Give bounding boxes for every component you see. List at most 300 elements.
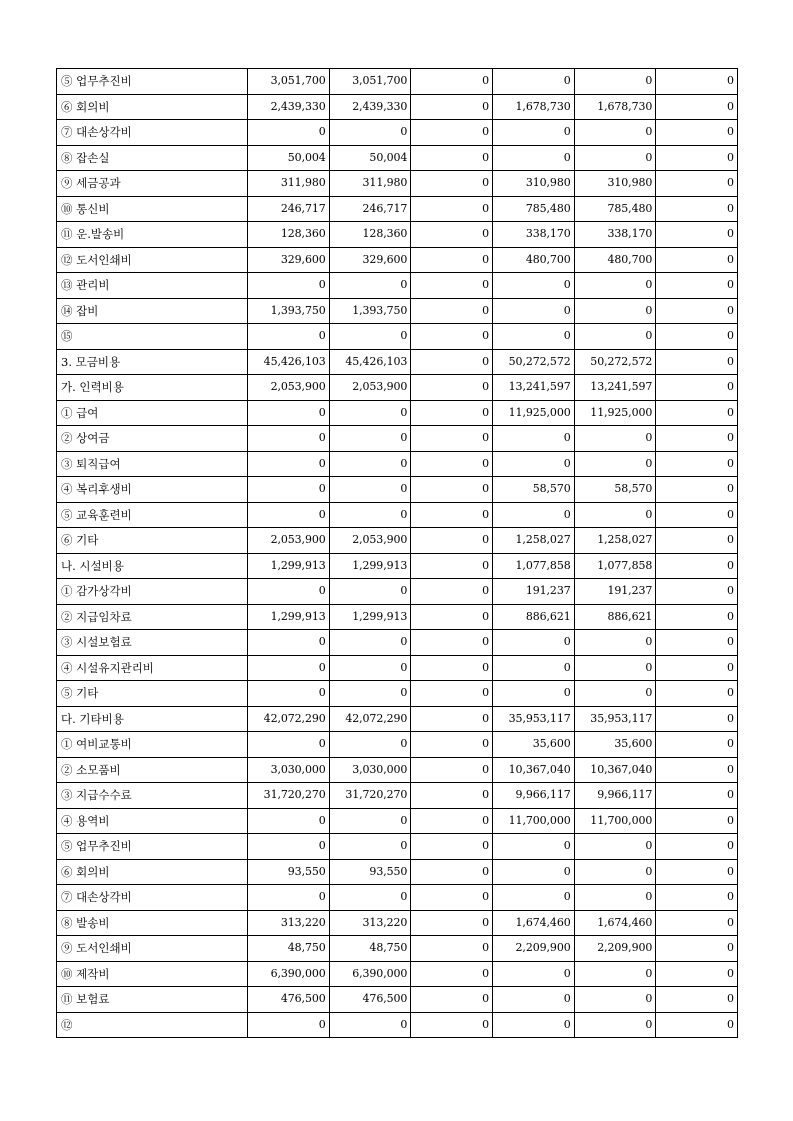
amount-cell: 0 <box>656 834 738 860</box>
row-label: ③ 퇴직급여 <box>57 451 248 477</box>
amount-cell: 0 <box>329 426 411 452</box>
amount-cell: 0 <box>656 885 738 911</box>
amount-cell: 0 <box>411 757 493 783</box>
amount-cell: 0 <box>656 324 738 350</box>
amount-cell: 2,209,900 <box>574 936 656 962</box>
amount-cell: 0 <box>248 732 330 758</box>
amount-cell: 0 <box>656 579 738 605</box>
amount-cell: 1,674,460 <box>492 910 574 936</box>
row-label: ⑫ <box>57 1012 248 1038</box>
row-label: ② 상여금 <box>57 426 248 452</box>
amount-cell: 2,209,900 <box>492 936 574 962</box>
amount-cell: 0 <box>248 400 330 426</box>
amount-cell: 1,258,027 <box>492 528 574 554</box>
amount-cell: 0 <box>329 808 411 834</box>
amount-cell: 0 <box>411 247 493 273</box>
amount-cell: 0 <box>492 630 574 656</box>
amount-cell: 1,077,858 <box>574 553 656 579</box>
amount-cell: 0 <box>329 655 411 681</box>
amount-cell: 0 <box>656 553 738 579</box>
table-row <box>57 528 738 554</box>
amount-cell: 246,717 <box>248 196 330 222</box>
amount-cell: 3,051,700 <box>329 69 411 95</box>
amount-cell: 0 <box>656 196 738 222</box>
table-row <box>57 349 738 375</box>
amount-cell: 1,674,460 <box>574 910 656 936</box>
amount-cell: 93,550 <box>329 859 411 885</box>
row-label: ① 감가상각비 <box>57 579 248 605</box>
amount-cell: 0 <box>574 120 656 146</box>
table-row <box>57 808 738 834</box>
row-label: ④ 시설유지관리비 <box>57 655 248 681</box>
amount-cell: 0 <box>656 936 738 962</box>
amount-cell: 0 <box>411 451 493 477</box>
amount-cell: 0 <box>492 120 574 146</box>
amount-cell: 0 <box>248 630 330 656</box>
amount-cell: 0 <box>574 859 656 885</box>
amount-cell: 1,077,858 <box>492 553 574 579</box>
amount-cell: 0 <box>411 936 493 962</box>
amount-cell: 128,360 <box>248 222 330 248</box>
amount-cell: 0 <box>656 298 738 324</box>
amount-cell: 42,072,290 <box>248 706 330 732</box>
amount-cell: 2,053,900 <box>329 375 411 401</box>
row-label: ① 여비교통비 <box>57 732 248 758</box>
amount-cell: 0 <box>492 1012 574 1038</box>
amount-cell: 0 <box>574 69 656 95</box>
amount-cell: 0 <box>574 426 656 452</box>
amount-cell: 1,299,913 <box>248 553 330 579</box>
row-label: ⑨ 도서인쇄비 <box>57 936 248 962</box>
amount-cell: 0 <box>411 222 493 248</box>
expense-table <box>56 68 738 1038</box>
amount-cell: 0 <box>492 655 574 681</box>
table-row <box>57 451 738 477</box>
table-row <box>57 630 738 656</box>
amount-cell: 0 <box>411 171 493 197</box>
amount-cell: 6,390,000 <box>329 961 411 987</box>
amount-cell: 476,500 <box>329 987 411 1013</box>
amount-cell: 11,700,000 <box>574 808 656 834</box>
table-row <box>57 375 738 401</box>
amount-cell: 35,953,117 <box>492 706 574 732</box>
row-label: ⑥ 기타 <box>57 528 248 554</box>
table-row <box>57 987 738 1013</box>
row-label: ⑤ 업무추진비 <box>57 69 248 95</box>
amount-cell: 2,053,900 <box>329 528 411 554</box>
amount-cell: 0 <box>656 681 738 707</box>
amount-cell: 313,220 <box>248 910 330 936</box>
row-label: ② 소모품비 <box>57 757 248 783</box>
amount-cell: 0 <box>411 477 493 503</box>
amount-cell: 48,750 <box>248 936 330 962</box>
amount-cell: 93,550 <box>248 859 330 885</box>
amount-cell: 0 <box>411 94 493 120</box>
amount-cell: 0 <box>248 579 330 605</box>
amount-cell: 0 <box>411 553 493 579</box>
amount-cell: 1,678,730 <box>574 94 656 120</box>
amount-cell: 0 <box>656 400 738 426</box>
row-label: ⑤ 기타 <box>57 681 248 707</box>
amount-cell: 0 <box>411 298 493 324</box>
amount-cell: 310,980 <box>574 171 656 197</box>
row-label: ⑮ <box>57 324 248 350</box>
amount-cell: 0 <box>248 502 330 528</box>
amount-cell: 0 <box>656 247 738 273</box>
amount-cell: 0 <box>492 451 574 477</box>
amount-cell: 0 <box>656 145 738 171</box>
table-row <box>57 120 738 146</box>
table-row <box>57 298 738 324</box>
amount-cell: 0 <box>574 298 656 324</box>
row-label: ⑤ 교육훈련비 <box>57 502 248 528</box>
row-label: ⑦ 대손상각비 <box>57 885 248 911</box>
table-row <box>57 69 738 95</box>
amount-cell: 50,004 <box>329 145 411 171</box>
row-label: ③ 지급수수료 <box>57 783 248 809</box>
table-row <box>57 859 738 885</box>
row-label: ⑥ 회의비 <box>57 859 248 885</box>
amount-cell: 0 <box>574 681 656 707</box>
amount-cell: 0 <box>492 69 574 95</box>
amount-cell: 0 <box>574 324 656 350</box>
amount-cell: 329,600 <box>248 247 330 273</box>
amount-cell: 35,953,117 <box>574 706 656 732</box>
amount-cell: 0 <box>656 375 738 401</box>
amount-cell: 50,004 <box>248 145 330 171</box>
amount-cell: 9,966,117 <box>492 783 574 809</box>
amount-cell: 3,030,000 <box>248 757 330 783</box>
amount-cell: 45,426,103 <box>248 349 330 375</box>
table-row <box>57 502 738 528</box>
amount-cell: 785,480 <box>492 196 574 222</box>
amount-cell: 886,621 <box>492 604 574 630</box>
amount-cell: 0 <box>411 655 493 681</box>
row-label: ⑩ 통신비 <box>57 196 248 222</box>
amount-cell: 2,439,330 <box>329 94 411 120</box>
table-row <box>57 655 738 681</box>
amount-cell: 3,030,000 <box>329 757 411 783</box>
amount-cell: 11,925,000 <box>492 400 574 426</box>
amount-cell: 0 <box>656 630 738 656</box>
table-row <box>57 171 738 197</box>
table-row <box>57 910 738 936</box>
amount-cell: 0 <box>574 502 656 528</box>
amount-cell: 45,426,103 <box>329 349 411 375</box>
amount-cell: 0 <box>656 273 738 299</box>
amount-cell: 1,299,913 <box>248 604 330 630</box>
amount-cell: 476,500 <box>248 987 330 1013</box>
table-row <box>57 196 738 222</box>
row-label: 나. 시설비용 <box>57 553 248 579</box>
row-label: ⑨ 세금공과 <box>57 171 248 197</box>
amount-cell: 0 <box>656 502 738 528</box>
amount-cell: 0 <box>411 273 493 299</box>
amount-cell: 1,678,730 <box>492 94 574 120</box>
amount-cell: 0 <box>248 885 330 911</box>
amount-cell: 0 <box>574 1012 656 1038</box>
amount-cell: 0 <box>492 987 574 1013</box>
amount-cell: 0 <box>656 808 738 834</box>
amount-cell: 0 <box>656 528 738 554</box>
amount-cell: 13,241,597 <box>574 375 656 401</box>
amount-cell: 0 <box>248 834 330 860</box>
amount-cell: 0 <box>656 732 738 758</box>
amount-cell: 0 <box>248 273 330 299</box>
row-label: ⑪ 보험료 <box>57 987 248 1013</box>
amount-cell: 0 <box>574 655 656 681</box>
row-label: ⑧ 잡손실 <box>57 145 248 171</box>
amount-cell: 0 <box>411 885 493 911</box>
amount-cell: 0 <box>329 885 411 911</box>
amount-cell: 310,980 <box>492 171 574 197</box>
amount-cell: 0 <box>248 681 330 707</box>
amount-cell: 338,170 <box>492 222 574 248</box>
amount-cell: 0 <box>656 859 738 885</box>
amount-cell: 2,439,330 <box>248 94 330 120</box>
row-label: ⑬ 관리비 <box>57 273 248 299</box>
amount-cell: 0 <box>329 579 411 605</box>
row-label: 다. 기타비용 <box>57 706 248 732</box>
amount-cell: 3,051,700 <box>248 69 330 95</box>
amount-cell: 35,600 <box>574 732 656 758</box>
amount-cell: 0 <box>411 910 493 936</box>
amount-cell: 0 <box>492 681 574 707</box>
amount-cell: 0 <box>411 706 493 732</box>
amount-cell: 480,700 <box>574 247 656 273</box>
amount-cell: 0 <box>248 120 330 146</box>
table-row <box>57 885 738 911</box>
amount-cell: 0 <box>329 834 411 860</box>
row-label: ⑪ 운.발송비 <box>57 222 248 248</box>
amount-cell: 6,390,000 <box>248 961 330 987</box>
amount-cell: 58,570 <box>492 477 574 503</box>
amount-cell: 1,258,027 <box>574 528 656 554</box>
amount-cell: 9,966,117 <box>574 783 656 809</box>
amount-cell: 1,393,750 <box>248 298 330 324</box>
row-label: ⑥ 회의비 <box>57 94 248 120</box>
amount-cell: 1,299,913 <box>329 604 411 630</box>
amount-cell: 0 <box>411 324 493 350</box>
amount-cell: 0 <box>492 145 574 171</box>
amount-cell: 329,600 <box>329 247 411 273</box>
amount-cell: 0 <box>329 630 411 656</box>
amount-cell: 0 <box>329 502 411 528</box>
amount-cell: 0 <box>492 859 574 885</box>
table-row <box>57 426 738 452</box>
amount-cell: 785,480 <box>574 196 656 222</box>
amount-cell: 0 <box>411 502 493 528</box>
amount-cell: 0 <box>656 451 738 477</box>
row-label: ⑧ 발송비 <box>57 910 248 936</box>
amount-cell: 0 <box>329 732 411 758</box>
amount-cell: 0 <box>411 604 493 630</box>
row-label: ④ 용역비 <box>57 808 248 834</box>
amount-cell: 0 <box>656 987 738 1013</box>
amount-cell: 31,720,270 <box>248 783 330 809</box>
amount-cell: 0 <box>411 375 493 401</box>
amount-cell: 0 <box>248 808 330 834</box>
amount-cell: 0 <box>574 961 656 987</box>
amount-cell: 0 <box>492 426 574 452</box>
amount-cell: 0 <box>411 69 493 95</box>
amount-cell: 311,980 <box>329 171 411 197</box>
amount-cell: 0 <box>411 579 493 605</box>
amount-cell: 1,299,913 <box>329 553 411 579</box>
table-row <box>57 936 738 962</box>
amount-cell: 0 <box>248 655 330 681</box>
amount-cell: 0 <box>656 910 738 936</box>
amount-cell: 13,241,597 <box>492 375 574 401</box>
table-row <box>57 834 738 860</box>
amount-cell: 50,272,572 <box>492 349 574 375</box>
amount-cell: 10,367,040 <box>574 757 656 783</box>
amount-cell: 0 <box>656 349 738 375</box>
row-label: ② 지급임차료 <box>57 604 248 630</box>
amount-cell: 48,750 <box>329 936 411 962</box>
amount-cell: 1,393,750 <box>329 298 411 324</box>
table-row <box>57 222 738 248</box>
table-row <box>57 1012 738 1038</box>
amount-cell: 0 <box>329 273 411 299</box>
amount-cell: 11,925,000 <box>574 400 656 426</box>
table-row <box>57 247 738 273</box>
amount-cell: 311,980 <box>248 171 330 197</box>
amount-cell: 0 <box>411 808 493 834</box>
amount-cell: 0 <box>411 681 493 707</box>
amount-cell: 0 <box>656 655 738 681</box>
amount-cell: 480,700 <box>492 247 574 273</box>
amount-cell: 0 <box>656 1012 738 1038</box>
amount-cell: 0 <box>656 94 738 120</box>
expense-table-body <box>57 69 738 1038</box>
amount-cell: 128,360 <box>329 222 411 248</box>
amount-cell: 2,053,900 <box>248 375 330 401</box>
amount-cell: 0 <box>656 426 738 452</box>
amount-cell: 0 <box>411 528 493 554</box>
amount-cell: 191,237 <box>492 579 574 605</box>
amount-cell: 0 <box>574 885 656 911</box>
amount-cell: 0 <box>492 834 574 860</box>
amount-cell: 58,570 <box>574 477 656 503</box>
amount-cell: 0 <box>411 196 493 222</box>
amount-cell: 0 <box>574 145 656 171</box>
amount-cell: 0 <box>411 732 493 758</box>
amount-cell: 0 <box>656 604 738 630</box>
row-label: ⑤ 업무추진비 <box>57 834 248 860</box>
amount-cell: 191,237 <box>574 579 656 605</box>
amount-cell: 0 <box>574 630 656 656</box>
amount-cell: 0 <box>411 120 493 146</box>
amount-cell: 10,367,040 <box>492 757 574 783</box>
row-label: 3. 모금비용 <box>57 349 248 375</box>
row-label: ⑫ 도서인쇄비 <box>57 247 248 273</box>
row-label: 가. 인력비용 <box>57 375 248 401</box>
amount-cell: 0 <box>492 961 574 987</box>
amount-cell: 2,053,900 <box>248 528 330 554</box>
table-row <box>57 732 738 758</box>
amount-cell: 0 <box>492 502 574 528</box>
amount-cell: 0 <box>574 987 656 1013</box>
amount-cell: 0 <box>411 987 493 1013</box>
table-row <box>57 757 738 783</box>
amount-cell: 0 <box>492 298 574 324</box>
amount-cell: 35,600 <box>492 732 574 758</box>
table-row <box>57 706 738 732</box>
amount-cell: 0 <box>492 324 574 350</box>
row-label: ⑭ 잡비 <box>57 298 248 324</box>
amount-cell: 0 <box>656 961 738 987</box>
amount-cell: 0 <box>411 859 493 885</box>
amount-cell: 0 <box>574 273 656 299</box>
amount-cell: 0 <box>248 426 330 452</box>
table-row <box>57 145 738 171</box>
amount-cell: 313,220 <box>329 910 411 936</box>
table-row <box>57 273 738 299</box>
amount-cell: 0 <box>411 145 493 171</box>
table-row <box>57 400 738 426</box>
amount-cell: 11,700,000 <box>492 808 574 834</box>
amount-cell: 0 <box>411 349 493 375</box>
amount-cell: 0 <box>656 222 738 248</box>
amount-cell: 0 <box>329 120 411 146</box>
amount-cell: 0 <box>656 757 738 783</box>
amount-cell: 0 <box>656 120 738 146</box>
table-row <box>57 681 738 707</box>
amount-cell: 0 <box>492 885 574 911</box>
table-row <box>57 324 738 350</box>
amount-cell: 0 <box>329 1012 411 1038</box>
amount-cell: 0 <box>248 451 330 477</box>
amount-cell: 0 <box>656 783 738 809</box>
row-label: ⑦ 대손상각비 <box>57 120 248 146</box>
amount-cell: 0 <box>411 961 493 987</box>
amount-cell: 50,272,572 <box>574 349 656 375</box>
amount-cell: 0 <box>329 477 411 503</box>
row-label: ③ 시설보험료 <box>57 630 248 656</box>
amount-cell: 0 <box>329 324 411 350</box>
amount-cell: 0 <box>329 451 411 477</box>
row-label: ④ 복리후생비 <box>57 477 248 503</box>
table-row <box>57 604 738 630</box>
row-label: ⑩ 제작비 <box>57 961 248 987</box>
table-row <box>57 94 738 120</box>
amount-cell: 0 <box>411 630 493 656</box>
amount-cell: 0 <box>656 171 738 197</box>
table-row <box>57 553 738 579</box>
amount-cell: 0 <box>411 783 493 809</box>
amount-cell: 0 <box>656 477 738 503</box>
amount-cell: 0 <box>329 400 411 426</box>
amount-cell: 0 <box>248 1012 330 1038</box>
amount-cell: 0 <box>411 400 493 426</box>
amount-cell: 886,621 <box>574 604 656 630</box>
amount-cell: 0 <box>248 324 330 350</box>
amount-cell: 0 <box>411 426 493 452</box>
amount-cell: 0 <box>411 834 493 860</box>
table-row <box>57 783 738 809</box>
amount-cell: 0 <box>248 477 330 503</box>
amount-cell: 0 <box>329 681 411 707</box>
amount-cell: 0 <box>574 834 656 860</box>
amount-cell: 42,072,290 <box>329 706 411 732</box>
table-row <box>57 477 738 503</box>
amount-cell: 31,720,270 <box>329 783 411 809</box>
amount-cell: 0 <box>492 273 574 299</box>
amount-cell: 0 <box>656 69 738 95</box>
amount-cell: 0 <box>574 451 656 477</box>
amount-cell: 0 <box>656 706 738 732</box>
